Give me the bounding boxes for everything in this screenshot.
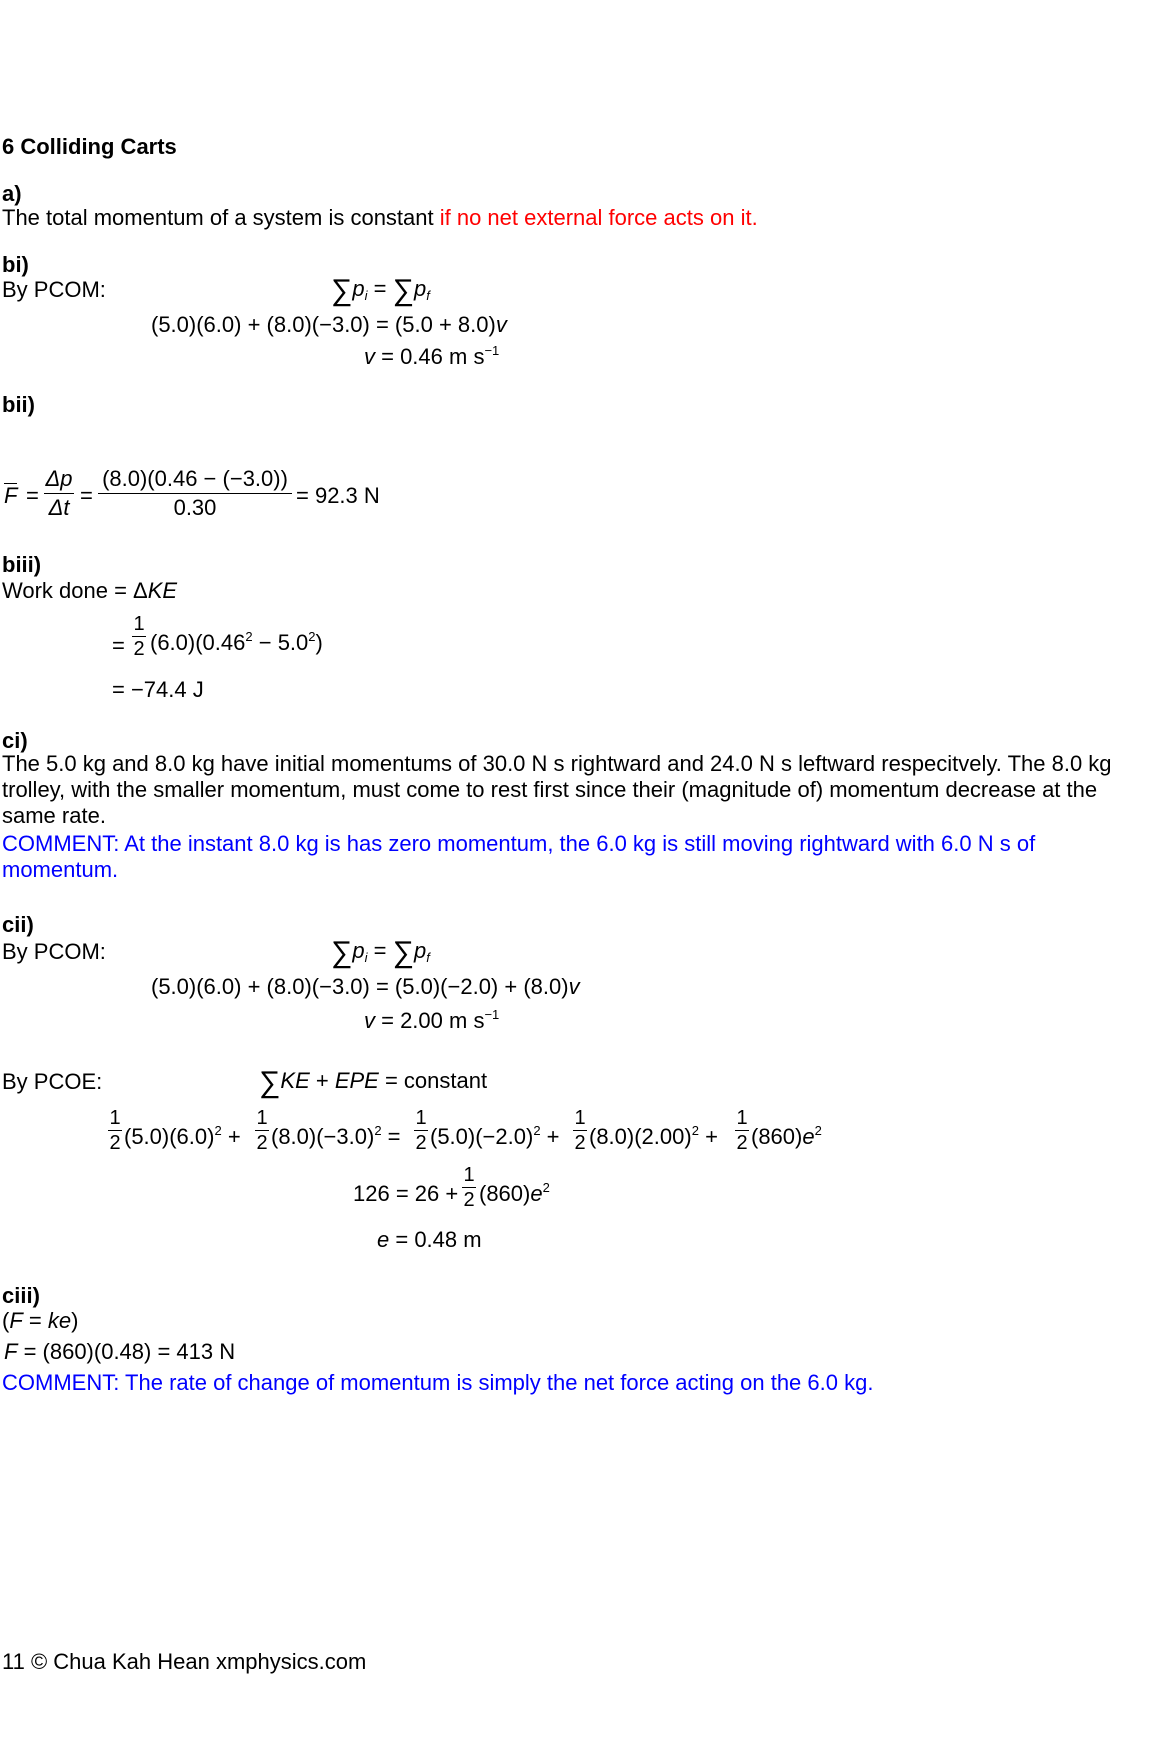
half-fraction: 1 2 — [415, 1107, 427, 1154]
part-a-label: a) — [2, 181, 22, 206]
pcoe-term-1: $(5.0)(6.0)^2$ + — [124, 1123, 241, 1149]
ke-expression: − 5.0 — [252, 630, 309, 655]
sum-icon: ∑ — [392, 936, 414, 969]
hookes-law: (F = ke) — [2, 1308, 79, 1333]
average-force-result: = 92.3 N — [296, 483, 380, 508]
impulse-denominator: 0.30 — [173, 495, 217, 520]
half-fraction: 1 2 — [463, 1164, 475, 1211]
equals-sign: = — [112, 633, 125, 658]
extension-value: = 0.48 m — [389, 1227, 482, 1252]
pcom-equation-2 — [151, 314, 507, 336]
velocity-symbol: v — [495, 312, 507, 337]
bi-eq2-text: (5.0)(6.0) + (8.0)(−3.0) = (5.0 + 8.0) — [151, 312, 496, 337]
part-ci-text: The 5.0 kg and 8.0 kg have initial momentums of 30.0 N s rightward and 24.0 N s leftward respecitvely. The 8.0 kg trolley, with the smaller momentum, must come to rest first since their (magnitude of) momentum decrease at the same rate. — [2, 751, 1112, 828]
part-biii-label: biii) — [2, 552, 42, 577]
constant-text: = constant — [378, 1068, 488, 1093]
pcoe-simplified: 126 = 26 + — [353, 1181, 459, 1206]
sum-icon: ∑ — [392, 274, 414, 307]
velocity-symbol: v — [364, 344, 375, 369]
momentum-symbol: p — [414, 276, 427, 301]
extension-result — [377, 1229, 482, 1251]
part-bii-label: bii) — [2, 392, 35, 417]
sum-icon: ∑ — [331, 936, 353, 969]
part-cii-label: cii) — [2, 912, 34, 937]
momentum-symbol: p — [352, 276, 365, 301]
half-fraction: 1 2 — [256, 1107, 268, 1154]
part-bi-pcom: By PCOM: — [2, 277, 106, 302]
delta-t: Δt — [48, 495, 70, 520]
work-done-text: Work done = Δ — [2, 578, 148, 603]
momentum-symbol: p — [414, 938, 427, 963]
part-ciii-comment: COMMENT: The rate of change of momentum is simply the net force acting on the 6.0 kg. — [2, 1370, 874, 1395]
fraction-denominator: 2 — [133, 638, 145, 660]
velocity-symbol: v — [568, 974, 580, 999]
work-done-result: = −74.4 J — [112, 677, 204, 702]
pcom-equation-2 — [151, 976, 580, 998]
force-symbol: F — [4, 483, 18, 508]
equals-sign: = — [26, 483, 39, 508]
pcom-equation-1: $\sum p_i = \sum p_f$ — [331, 274, 430, 307]
average-force-symbol — [4, 483, 17, 507]
pcoe-term-5: $(860)e^2$ — [751, 1123, 822, 1149]
pcoe-term-4: $(8.0)(2.00)^2$ + — [589, 1123, 718, 1149]
page-footer: 11 © Chua Kah Hean xmphysics.com — [2, 1649, 367, 1674]
velocity-symbol: v — [364, 1008, 375, 1033]
ke-expression: (6.0)(0.46 — [150, 630, 246, 655]
half-fraction — [132, 614, 146, 659]
part-ciii-label: ciii) — [2, 1283, 40, 1308]
cii-eq2-text: (5.0)(6.0) + (8.0)(−3.0) = (5.0)(−2.0) + (8.0) — [151, 974, 569, 999]
equals-sign: = — [80, 483, 93, 508]
pcom-result — [364, 343, 500, 369]
pcom-equation-1: $\sum p_i = \sum p_f$ — [331, 936, 430, 969]
cii-result-text: = 2.00 m s — [375, 1008, 485, 1033]
part-a-answer: if no net external force acts on it. — [439, 205, 758, 230]
ke-symbol: KE — [147, 578, 178, 603]
extension-symbol: e — [377, 1227, 390, 1252]
half-fraction: 1 2 — [109, 1107, 121, 1154]
part-ci-comment: COMMENT: At the instant 8.0 kg is has zero momentum, the 6.0 kg is still moving rightward with 6.0 N s of momentum. — [2, 831, 1036, 882]
unit-exponent: −1 — [484, 1007, 500, 1022]
fraction-numerator: 1 — [133, 613, 145, 635]
impulse-fraction — [98, 468, 292, 519]
bi-result-text: = 0.46 m s — [375, 344, 485, 369]
section-title: 6 Colliding Carts — [2, 134, 177, 159]
part-cii-pcoe: By PCOE: — [2, 1069, 103, 1094]
ke-expression: ) — [315, 630, 323, 655]
pcoe-simplified-term: $(860)e^2$ — [479, 1180, 550, 1206]
part-a-statement: The total momentum of a system is constant — [2, 205, 440, 230]
pcoe-term-3: $(5.0)(-2.0)^2$ + — [430, 1123, 560, 1149]
half-fraction: 1 2 — [574, 1107, 586, 1154]
work-done-line-2 — [150, 629, 323, 655]
part-a-text — [2, 207, 758, 229]
epe-symbol: EPE — [334, 1068, 379, 1093]
pcoe-term-2: $(8.0)(-3.0)^2$ = — [271, 1123, 401, 1149]
work-done-line-1 — [2, 580, 177, 602]
impulse-numerator: (8.0)(0.46 − (−3.0)) — [102, 466, 288, 491]
dp-dt-fraction — [44, 468, 74, 519]
half-fraction: 1 2 — [736, 1107, 748, 1154]
square-exponent: 2 — [308, 629, 316, 644]
sum-icon: ∑ — [259, 1066, 281, 1099]
sum-icon: ∑ — [331, 274, 353, 307]
delta-p: Δp — [45, 466, 73, 491]
pcoe-equation-1 — [259, 1068, 487, 1098]
part-ci-label: ci) — [2, 728, 28, 753]
part-bi-label: bi) — [2, 252, 29, 277]
pcom-result — [364, 1007, 500, 1033]
spring-force-result: F = (860)(0.48) = 413 N — [4, 1339, 236, 1364]
ke-symbol: KE — [280, 1068, 310, 1093]
momentum-symbol: p — [352, 938, 365, 963]
part-cii-pcom: By PCOM: — [2, 939, 106, 964]
square-exponent: 2 — [245, 629, 253, 644]
unit-exponent: −1 — [484, 343, 500, 358]
plus-sign: + — [309, 1068, 335, 1093]
